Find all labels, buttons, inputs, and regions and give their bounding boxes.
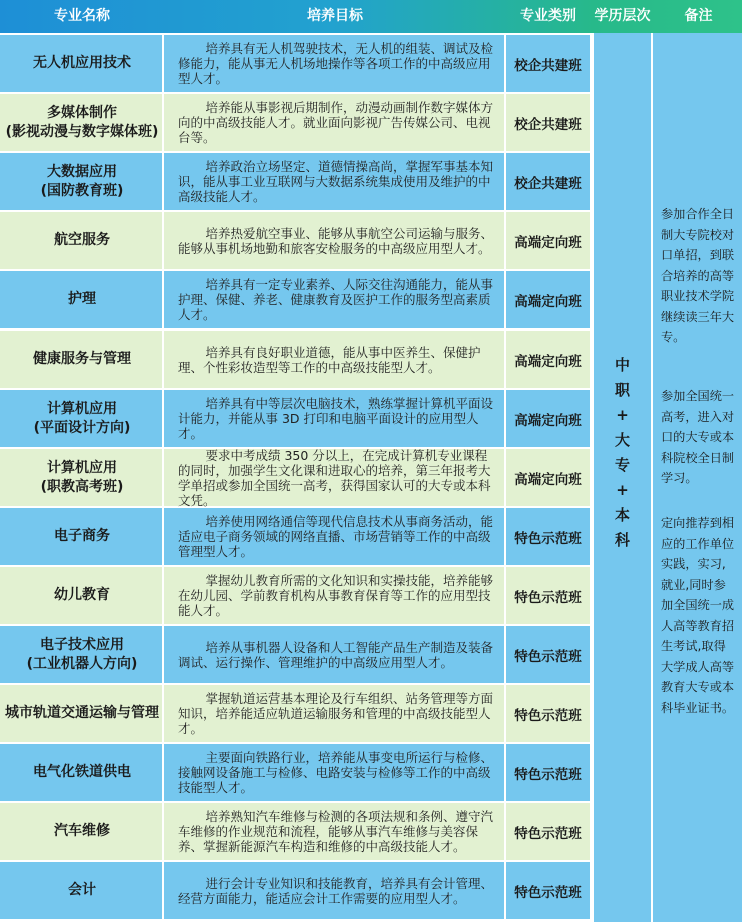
training-goal-text: 培养政治立场坚定、道德情操高尚，掌握军事基本知识，能从事工业互联网与大数据系统集成使用及维护的中高级技能人才。 (178, 159, 494, 204)
major-type: 特色示范班 (514, 589, 582, 606)
education-level-char: 科 (614, 531, 630, 549)
major-name-line1: 城市轨道交通运输与管理 (5, 705, 159, 721)
training-goal (164, 744, 506, 801)
major-type: 高端定向班 (514, 412, 582, 429)
major-name (2, 94, 164, 151)
training-goal (164, 331, 506, 388)
major-type: 特色示范班 (514, 766, 582, 783)
major-type: 高端定向班 (514, 293, 582, 310)
education-level-char: 本 (614, 506, 630, 524)
major-name (2, 390, 164, 447)
major-name-line1: 电子技术应用 (40, 636, 124, 653)
education-level-char: 专 (614, 456, 630, 474)
training-goal (164, 449, 506, 506)
major-name-line1: 电子商务 (54, 528, 110, 544)
education-level-char: + (616, 406, 629, 424)
major-name (2, 449, 164, 506)
notes-cell (653, 33, 742, 922)
training-goal (164, 35, 506, 92)
training-goal (164, 862, 506, 919)
table-row (0, 449, 590, 506)
major-name (2, 862, 164, 919)
major-type: 特色示范班 (514, 825, 582, 842)
table-row (0, 35, 590, 92)
major-type: 高端定向班 (514, 353, 582, 370)
table-row (0, 508, 590, 565)
table-row (0, 685, 590, 742)
table-row (0, 271, 590, 328)
training-goal (164, 508, 506, 565)
major-name (2, 35, 164, 92)
major-name-line2: (国防教育班) (40, 182, 124, 199)
major-name-line2: (影视动漫与数字媒体班) (5, 123, 159, 140)
training-goal-text: 培养使用网络通信等现代信息技术从事商务活动，能适应电子商务领域的网络直播、市场营销等工作的中高级管理型人才。 (178, 514, 494, 559)
major-name-line2: (职教高考班) (40, 478, 124, 495)
major-name-line2: (工业机器人方向) (26, 655, 138, 672)
education-level-char: 中 (614, 356, 630, 374)
training-goal-text: 培养从事机器人设备和人工智能产品生产制造及装备调试、运行操作、管理维护的中高级应用型人才。 (178, 639, 494, 670)
major-name-line1: 汽车维修 (54, 823, 110, 839)
major-name-line1: 电气化铁道供电 (33, 764, 131, 780)
major-name (2, 567, 164, 624)
training-goal-text: 培养具有一定专业素养、人际交往沟通能力，能从事护理、保健、养老、健康教育及医护工作的服务型高素质人才。 (178, 277, 494, 322)
table-row (0, 626, 590, 683)
training-goal-text: 主要面向铁路行业，培养能从事变电所运行与检修、接触网设备施工与检修、电路安装与检修等工作的中高级技能型人才。 (178, 750, 494, 795)
major-name (2, 212, 164, 269)
training-goal-text: 进行会计专业知识和技能教育，培养具有会计管理、经营方面能力，能适应会计工作需要的应用型人才。 (178, 875, 494, 906)
training-goal (164, 271, 506, 328)
major-name (2, 803, 164, 860)
table-row (0, 390, 590, 447)
major-name-line1: 航空服务 (54, 232, 110, 248)
table-row (0, 744, 590, 801)
major-type: 校企共建班 (514, 175, 582, 192)
major-name (2, 508, 164, 565)
major-type: 校企共建班 (514, 116, 582, 133)
training-goal-text: 培养熟知汽车维修与检测的各项法规和条例、遵守汽车维修的作业规范和流程，能够从事汽车维修与美容保养、掌握新能源汽车构造和维修的中高级技能人才。 (178, 809, 494, 854)
training-goal-text: 掌握幼儿教育所需的文化知识和实操技能，培养能够在幼儿园、学前教育机构从事教育保育等工作的应用型技能人才。 (178, 573, 494, 618)
training-goal-text: 培养具有良好职业道德，能从事中医养生、保健护理、个性彩妆造型等工作的中高级技能型人才。 (178, 344, 481, 375)
major-name (2, 271, 164, 328)
major-name-line1: 计算机应用 (47, 459, 117, 476)
major-type: 校企共建班 (514, 57, 582, 74)
training-goal-text: 掌握轨道运营基本理论及行车组织、站务管理等方面知识，培养能适应轨道运输服务和管理的中高级技能型人才。 (178, 691, 494, 736)
table-row (0, 803, 590, 860)
table-row (0, 153, 590, 210)
training-goal (164, 685, 506, 742)
table-row (0, 567, 590, 624)
training-goal-text: 培养具有中等层次电脑技术，熟练掌握计算机平面设计能力，并能从事 3D 打印和电脑平面设计的应用型人才。 (178, 396, 494, 441)
major-type: 特色示范班 (514, 707, 582, 724)
major-type: 特色示范班 (514, 530, 582, 547)
training-goal (164, 567, 506, 624)
training-goal (164, 803, 506, 860)
table-row (0, 862, 590, 919)
major-name (2, 685, 164, 742)
major-name-line1: 会计 (68, 882, 96, 898)
major-type: 高端定向班 (514, 234, 582, 251)
header-type: 专业类别 (520, 8, 576, 24)
major-name-line1: 无人机应用技术 (33, 55, 131, 71)
major-type: 特色示范班 (514, 648, 582, 665)
training-goal (164, 153, 506, 210)
major-name-line2: (平面设计方向) (33, 419, 131, 436)
education-level-char: + (616, 481, 629, 499)
header-note: 备注 (684, 8, 713, 24)
major-name-line1: 计算机应用 (47, 400, 117, 417)
training-goal (164, 626, 506, 683)
training-goal-text: 要求中考成绩 350 分以上，在完成计算机专业课程的同时，加强学生文化课和进取心的培养，第三年报考大学单招或参加全国统一高考，获得国家认可的大专或本科文凭。 (178, 447, 491, 508)
training-goal-text: 培养具有无人机驾驶技术，无人机的组装、调试及检修能力，能从事无人机场地操作等各项工作的中高级应用型人才。 (178, 41, 494, 86)
major-name-line1: 健康服务与管理 (33, 351, 131, 367)
header-goal: 培养目标 (307, 8, 363, 24)
education-level-char: 大 (614, 431, 630, 449)
training-goal (164, 390, 506, 447)
major-name-line1: 护理 (68, 291, 96, 307)
training-goal-text: 培养热爱航空事业、能够从事航空公司运输与服务、能够从事机场地勤和旅客安检服务的中高级应用型人才。 (178, 225, 494, 256)
major-name-line1: 大数据应用 (47, 163, 117, 180)
major-name (2, 626, 164, 683)
major-type: 特色示范班 (514, 884, 582, 901)
education-level-cell (592, 33, 653, 922)
major-name-line1: 幼儿教育 (54, 587, 110, 603)
training-goal-text: 培养能从事影视后期制作，动漫动画制作数字媒体方向的中高级技能人才。就业面向影视广告传媒公司、电视台等。 (178, 100, 494, 145)
major-name (2, 331, 164, 388)
note-paragraph-1: 参加合作全日制大专院校对口单招，到联合培养的高等职业技术学院继续读三年大专。 (661, 207, 735, 344)
training-goal (164, 212, 506, 269)
table-row (0, 94, 590, 151)
major-name-line1: 多媒体制作 (47, 104, 117, 121)
major-name (2, 153, 164, 210)
note-paragraph-3: 定向推荐到相应的工作单位实践，实习,就业,同时参加全国统一成人高等教育招生考试,取得大学成人高等教育大专或本科毕业证书。 (661, 516, 735, 715)
major-type: 高端定向班 (514, 471, 582, 488)
table-row (0, 212, 590, 269)
table-row (0, 331, 590, 388)
header-level: 学历层次 (594, 8, 651, 24)
header-major: 专业名称 (54, 8, 110, 24)
major-name (2, 744, 164, 801)
table-header (0, 0, 742, 33)
education-level-text (594, 353, 651, 553)
training-goal (164, 94, 506, 151)
note-paragraph-2: 参加全国统一高考，进入对口的大专或本科院校全日制学习。 (661, 389, 735, 485)
education-level-char: 职 (614, 381, 630, 399)
